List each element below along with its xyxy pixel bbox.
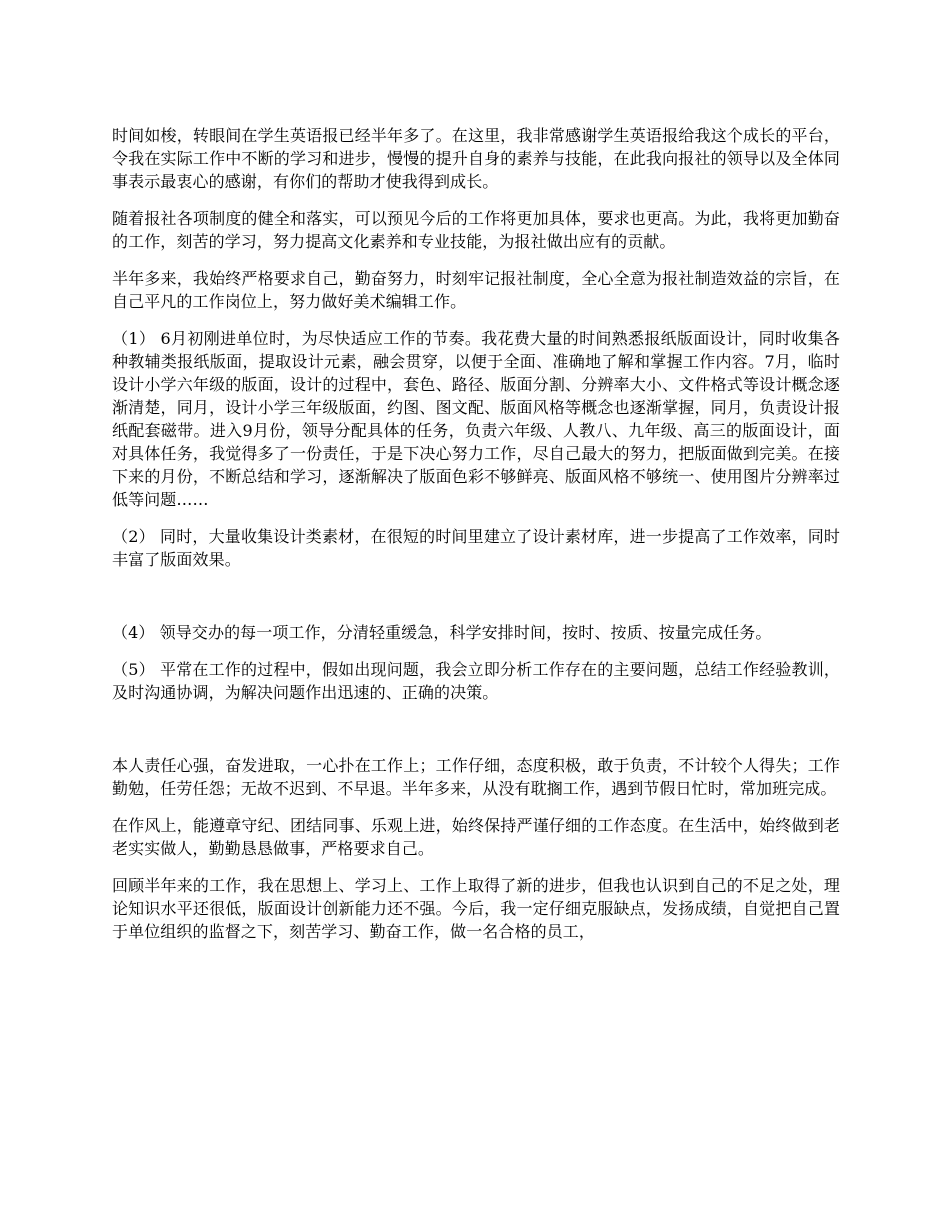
paragraph-review: 回顾半年来的工作，我在思想上、学习上、工作上取得了新的进步，但我也认识到自己的不足之处，理论知识水平还很低，版面设计创新能力还不强。今后，我一定仔细克服缺点，发扬成绩，自觉把自己置于单位组织的监督之下，刻苦学习、勤奋工作，做一名合格的员工， — [112, 876, 840, 941]
paragraph-intro: 时间如梭，转眼间在学生英语报已经半年多了。在这里，我非常感谢学生英语报给我这个成长的平台，令我在实际工作中不断的学习和进步，慢慢的提升自身的素养与技能，在此我向报社的领导以及全体同事表示最衷心的感谢，有你们的帮助才使我得到成长。 — [112, 126, 840, 191]
document-body — [112, 124, 840, 957]
paragraph-item-5: （5） 平常在工作的过程中，假如出现问题，我会立即分析工作存在的主要问题，总结工作经验教训，及时沟通协调，为解决问题作出迅速的、正确的决策。 — [112, 660, 840, 702]
paragraph-outlook: 随着报社各项制度的健全和落实，可以预见今后的工作将更加具体，要求也更高。为此，我将更加勤奋的工作，刻苦的学习，努力提高文化素养和专业技能，为报社做出应有的贡献。 — [112, 209, 840, 251]
blank-gap — [112, 585, 840, 621]
paragraph-item-1: （1） 6月初刚进单位时，为尽快适应工作的节奏。我花费大量的时间熟悉报纸版面设计，同时收集各种教辅类报纸版面，提取设计元素，融会贯穿，以便于全面、准确地了解和掌握工作内容。7月，临时设计小学六年级的版面，设计的过程中，套色、路径、版面分割、分辨率大小、文件格式等设计概念逐渐清楚，同月，设计小学三年级版面，约图、图文配、版面风格等概念也逐渐掌握，同月，负责设计报纸配套磁带。进入9月份，领导分配具体的任务，负责六年级、人教八、九年级、高三的版面设计，面对具体任务，我觉得多了一份责任，于是下决心努力工作，尽自己最大的努力，把版面做到完美。在接下来的月份，不断总结和学习，逐渐解决了版面色彩不够鲜亮、版面风格不够统一、使用图片分辨率过低等问题…… — [112, 329, 840, 509]
blank-gap — [112, 718, 840, 754]
paragraph-item-2: （2） 同时，大量收集设计类素材，在很短的时间里建立了设计素材库，进一步提高了工作效率，同时丰富了版面效果。 — [112, 527, 840, 569]
paragraph-item-4: （4） 领导交办的每一项工作，分清轻重缓急，科学安排时间，按时、按质、按量完成任务。 — [112, 623, 772, 642]
paragraph-responsibility: 本人责任心强，奋发进取，一心扑在工作上；工作仔细，态度积极，敢于负责，不计较个人得失；工作勤勉，任劳任怨；无故不迟到、不早退。半年多来，从没有耽搁工作，遇到节假日忙时，常加班完成。 — [112, 756, 840, 798]
paragraph-work-style: 在作风上，能遵章守纪、团结同事、乐观上进，始终保持严谨仔细的工作态度。在生活中，始终做到老老实实做人，勤勤恳恳做事，严格要求自己。 — [112, 816, 840, 858]
paragraph-self-discipline: 半年多来，我始终严格要求自己，勤奋努力，时刻牢记报社制度，全心全意为报社制造效益的宗旨，在自己平凡的工作岗位上，努力做好美术编辑工作。 — [112, 269, 840, 311]
